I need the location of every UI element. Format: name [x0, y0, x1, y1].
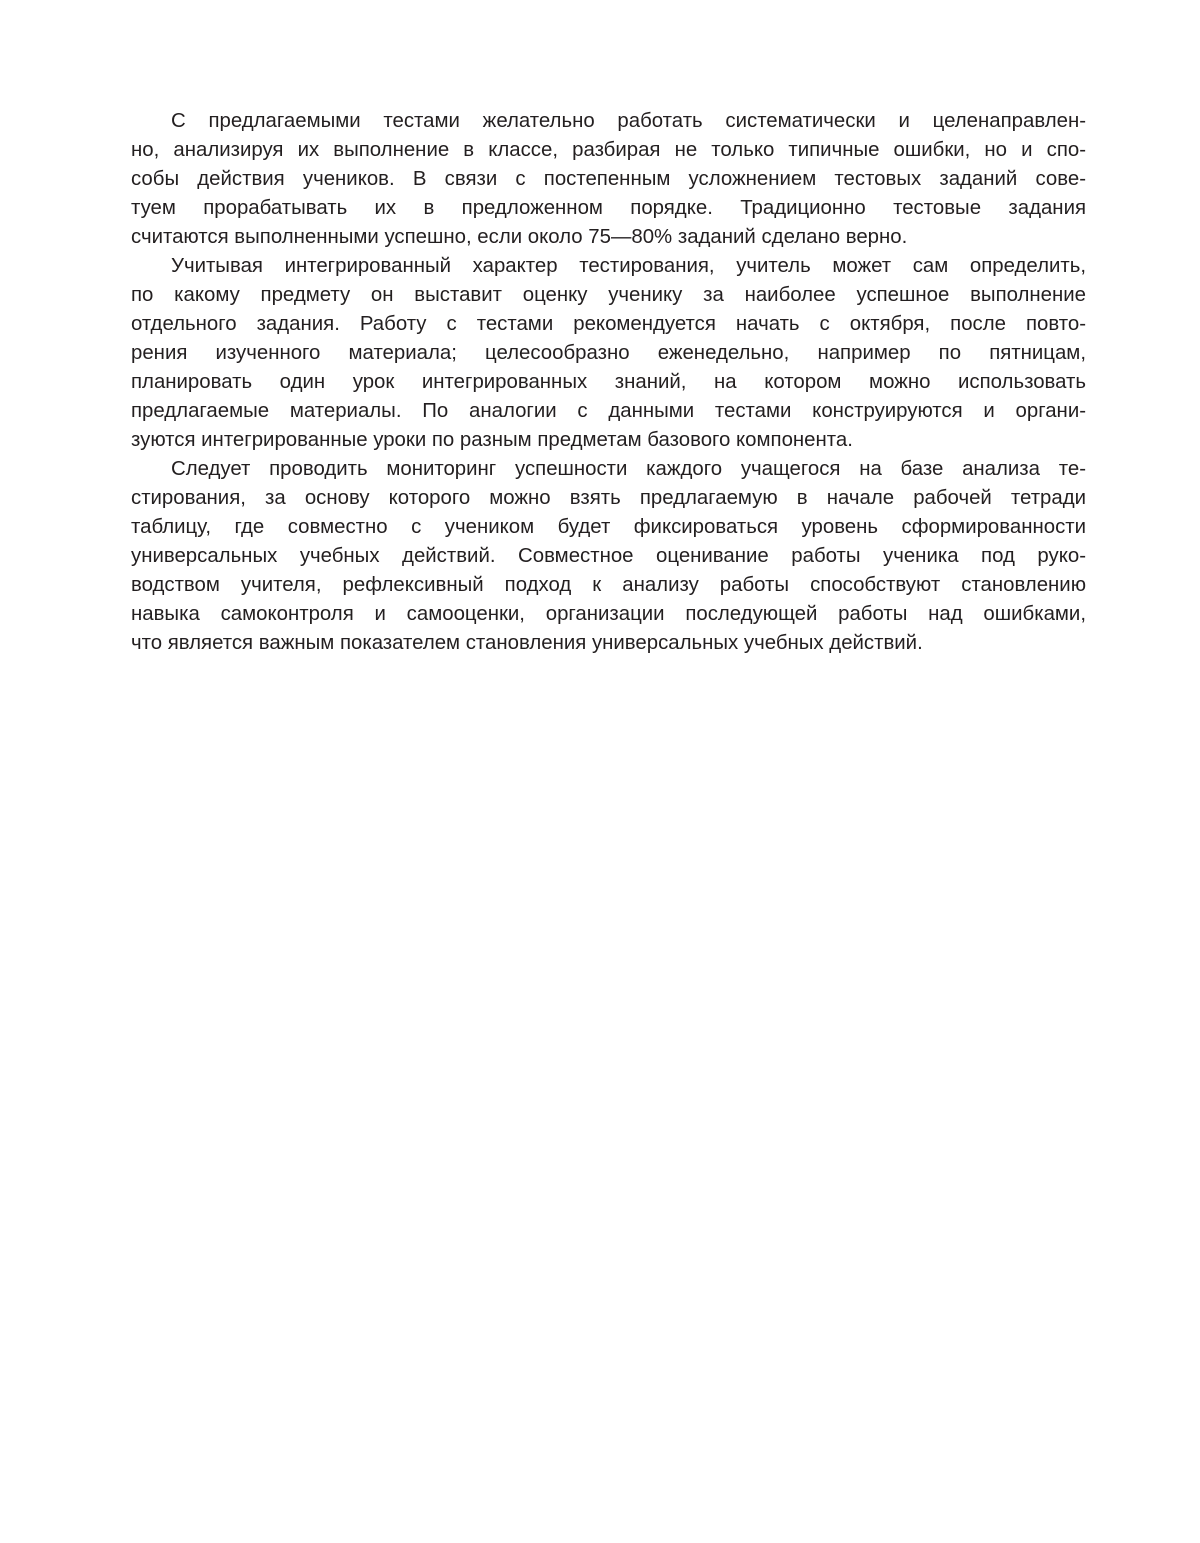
- text-line: С предлагаемыми тестами желательно работать систематически и целенаправлен-: [171, 110, 1086, 132]
- paragraph-1: [131, 107, 1086, 252]
- text-line: считаются выполненными успешно, если около 75—80% заданий сделано верно.: [131, 226, 908, 248]
- text-line: навыка самоконтроля и самооценки, организации последующей работы над ошибками,: [131, 603, 1086, 625]
- text-line: но, анализируя их выполнение в классе, разбирая не только типичные ошибки, но и спо-: [131, 139, 1086, 161]
- body-text: [131, 107, 1086, 658]
- text-line: по какому предмету он выставит оценку ученику за наиболее успешное выполнение: [131, 284, 1086, 306]
- text-line: планировать один урок интегрированных знаний, на котором можно использовать: [131, 371, 1086, 393]
- text-line: универсальных учебных действий. Совместное оценивание работы ученика под руко-: [131, 545, 1086, 567]
- text-line: Учитывая интегрированный характер тестирования, учитель может сам определить,: [171, 255, 1086, 277]
- text-line: собы действия учеников. В связи с постепенным усложнением тестовых заданий сове-: [131, 168, 1086, 190]
- text-line: предлагаемые материалы. По аналогии с данными тестами конструируются и органи-: [131, 400, 1086, 422]
- text-line: что является важным показателем становления универсальных учебных действий.: [131, 632, 923, 654]
- paragraph-3: [131, 455, 1086, 658]
- text-line: туем прорабатывать их в предложенном порядке. Традиционно тестовые задания: [131, 197, 1086, 219]
- text-line: таблицу, где совместно с учеником будет фиксироваться уровень сформированности: [131, 516, 1086, 538]
- text-line: водством учителя, рефлексивный подход к анализу работы способствуют становлению: [131, 574, 1086, 596]
- text-line: Следует проводить мониторинг успешности каждого учащегося на базе анализа те-: [171, 458, 1086, 480]
- text-line: рения изученного материала; целесообразно еженедельно, например по пятницам,: [131, 342, 1086, 364]
- paragraph-2: [131, 252, 1086, 455]
- text-line: отдельного задания. Работу с тестами рекомендуется начать с октября, после повто-: [131, 313, 1086, 335]
- text-line: стирования, за основу которого можно взять предлагаемую в начале рабочей тетради: [131, 487, 1086, 509]
- text-line: зуются интегрированные уроки по разным предметам базового компонента.: [131, 429, 853, 451]
